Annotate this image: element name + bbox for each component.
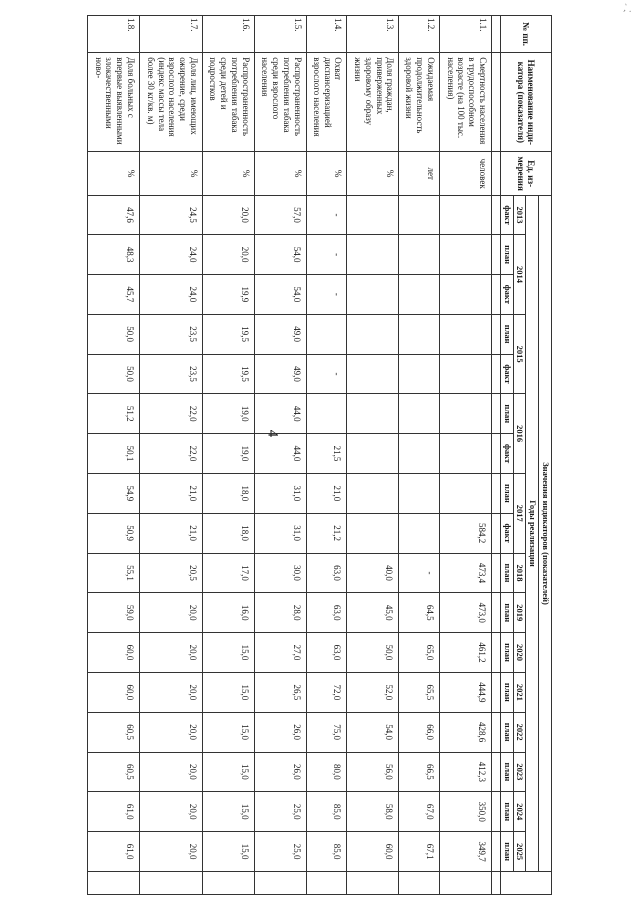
value-cell: 19,5 (203, 314, 255, 354)
page-number: 4 (264, 429, 281, 438)
value-cell: 52,0 (347, 672, 399, 712)
table-row (399, 16, 440, 895)
value-cell: 30,0 (254, 553, 306, 593)
value-cell: 20,0 (139, 832, 202, 872)
value-cell: 23,5 (139, 354, 202, 394)
subheader-plan: план (500, 633, 513, 673)
subheader-plan: план (500, 553, 513, 593)
value-cell (347, 513, 399, 553)
value-cell: 28,0 (254, 593, 306, 633)
value-cell (399, 473, 440, 513)
value-cell: 444,9 (440, 672, 492, 712)
subheader-plan: план (500, 235, 513, 275)
value-cell: 17,0 (203, 553, 255, 593)
value-cell (399, 513, 440, 553)
year-header: 2014 (513, 235, 526, 315)
value-cell: 50,9 (88, 513, 140, 553)
subheader-plan: план (500, 473, 513, 513)
value-cell: 54,9 (88, 473, 140, 513)
value-cell: 473,4 (440, 553, 492, 593)
value-cell: 48,3 (88, 235, 140, 275)
value-cell: 44,0 (254, 394, 306, 434)
spacer-cell (491, 553, 500, 593)
value-cell: 22,0 (139, 394, 202, 434)
value-cell: 54,0 (254, 235, 306, 275)
value-cell: 25,0 (254, 832, 306, 872)
spacer-cell (491, 16, 500, 53)
indicator-name: Ожидаемая продолжительность здоровой жизни (399, 53, 440, 152)
spacer-cell (491, 152, 500, 195)
value-cell: 50,1 (88, 434, 140, 474)
year-header: 2025 (513, 832, 526, 872)
value-cell: 45,0 (347, 593, 399, 633)
unit-cell: % (88, 152, 140, 195)
row-number: 1.6. (203, 16, 255, 53)
value-cell: 21,5 (306, 434, 347, 474)
unit-cell: % (139, 152, 202, 195)
value-cell: 50,0 (88, 314, 140, 354)
indicator-name: Смертность населения в трудоспособном возрасте (на 100 тыс. населения) (440, 53, 492, 152)
subheader-fact: факт (500, 195, 513, 234)
value-cell: 60,5 (88, 752, 140, 792)
year-header: 2015 (513, 314, 526, 394)
value-cell: 44,0 (254, 434, 306, 474)
year-header: 2022 (513, 712, 526, 752)
empty-edge-column (500, 872, 551, 895)
spacer-cell (491, 513, 500, 553)
value-cell: 412,3 (440, 752, 492, 792)
value-cell: - (306, 354, 347, 394)
value-cell: 27,0 (254, 633, 306, 673)
row-number: 1.7. (139, 16, 202, 53)
spacer-cell (491, 473, 500, 513)
indicator-name: Охват диспансеризацией взрослого населения (306, 53, 347, 152)
value-cell (440, 195, 492, 234)
value-cell: 15,0 (203, 752, 255, 792)
value-cell: 24,0 (139, 235, 202, 275)
spacer-cell (491, 53, 500, 152)
year-header: 2020 (513, 633, 526, 673)
subheader-fact: факт (500, 274, 513, 314)
value-cell: 45,7 (88, 274, 140, 314)
value-cell (440, 473, 492, 513)
value-cell (347, 394, 399, 434)
value-cell: 54,0 (347, 712, 399, 752)
value-cell (440, 354, 492, 394)
column-header-number: № пп. (500, 16, 551, 53)
value-cell: 473,0 (440, 593, 492, 633)
value-cell (347, 473, 399, 513)
value-cell: 16,0 (203, 593, 255, 633)
value-cell: 22,0 (139, 434, 202, 474)
spacer-cell (491, 593, 500, 633)
value-cell (440, 314, 492, 354)
edge-cell (139, 872, 202, 895)
value-cell: 26,0 (254, 712, 306, 752)
year-header: 2019 (513, 593, 526, 633)
value-cell: 19,0 (203, 434, 255, 474)
value-cell: - (399, 553, 440, 593)
edge-cell (347, 872, 399, 895)
year-header: 2013 (513, 195, 526, 234)
year-header: 2021 (513, 672, 526, 712)
column-header-name: Наименование инди-катора (показателя) (500, 53, 551, 152)
value-cell (306, 394, 347, 434)
subheader-fact: факт (500, 434, 513, 474)
value-cell: 51,2 (88, 394, 140, 434)
spacer-cell (491, 633, 500, 673)
value-cell (347, 235, 399, 275)
value-cell: 65,0 (399, 633, 440, 673)
value-cell: 67,0 (399, 792, 440, 832)
subheader-plan: план (500, 314, 513, 354)
value-cell: 65,5 (399, 672, 440, 712)
value-cell: 75,0 (306, 712, 347, 752)
value-cell (347, 434, 399, 474)
subheader-fact: факт (500, 513, 513, 553)
value-cell (399, 235, 440, 275)
value-cell (399, 274, 440, 314)
spacer-cell (491, 195, 500, 234)
subheader-plan: план (500, 394, 513, 434)
value-cell: 63,0 (306, 553, 347, 593)
indicator-name: Распространенность потребления табака среди взрослого населения (254, 53, 306, 152)
year-header: 2023 (513, 752, 526, 792)
value-cell: 18,0 (203, 513, 255, 553)
value-cell: 61,0 (88, 832, 140, 872)
value-cell: 15,0 (203, 832, 255, 872)
edge-cell (440, 872, 492, 895)
table-body (88, 16, 501, 895)
unit-cell: лет (399, 152, 440, 195)
unit-cell: человек (440, 152, 492, 195)
value-cell: - (306, 235, 347, 275)
value-cell: - (306, 195, 347, 234)
value-cell: 21,0 (139, 473, 202, 513)
subheader-plan: план (500, 593, 513, 633)
value-cell: 19,9 (203, 274, 255, 314)
value-cell: 20,0 (139, 712, 202, 752)
edge-cell (306, 872, 347, 895)
value-cell (347, 354, 399, 394)
edge-cell (399, 872, 440, 895)
row-number: 1.5. (254, 16, 306, 53)
value-cell: 20,5 (139, 553, 202, 593)
header-row-title (539, 16, 552, 895)
edge-cell (254, 872, 306, 895)
year-header: 2016 (513, 394, 526, 474)
year-header: 2017 (513, 473, 526, 553)
value-cell: 24,0 (139, 274, 202, 314)
value-cell: 350,0 (440, 792, 492, 832)
value-cell: 21,2 (306, 513, 347, 553)
value-cell: 60,0 (88, 672, 140, 712)
spacer-cell (491, 274, 500, 314)
value-cell (347, 195, 399, 234)
value-cell: 60,0 (347, 832, 399, 872)
value-cell: 61,0 (88, 792, 140, 832)
value-cell: 49,0 (254, 354, 306, 394)
value-cell: 349,7 (440, 832, 492, 872)
value-cell: 25,0 (254, 792, 306, 832)
value-cell: 21,0 (306, 473, 347, 513)
table-row (139, 16, 202, 895)
value-cell: 50,0 (347, 633, 399, 673)
value-cell: 67,1 (399, 832, 440, 872)
row-number: 1.2. (399, 16, 440, 53)
value-cell: 20,0 (139, 792, 202, 832)
unit-cell: % (306, 152, 347, 195)
value-cell: 60,5 (88, 712, 140, 752)
spacer-row (491, 16, 500, 895)
table-row (88, 16, 140, 895)
value-cell (440, 274, 492, 314)
row-number: 1.4. (306, 16, 347, 53)
spacer-cell (491, 434, 500, 474)
table-row (440, 16, 492, 895)
row-number: 1.3. (347, 16, 399, 53)
value-cell: 26,5 (254, 672, 306, 712)
rotated-table-container (87, 15, 552, 895)
value-cell: 21,0 (139, 513, 202, 553)
unit-cell: % (203, 152, 255, 195)
spacer-cell (491, 712, 500, 752)
value-cell: 85,0 (306, 792, 347, 832)
column-header-unit: Ед. из-мерения (500, 152, 551, 195)
value-cell: 20,0 (203, 235, 255, 275)
value-cell: 15,0 (203, 672, 255, 712)
value-cell: 66,5 (399, 752, 440, 792)
value-cell: 15,0 (203, 633, 255, 673)
value-cell: 26,0 (254, 752, 306, 792)
table-row (306, 16, 347, 895)
value-cell (440, 434, 492, 474)
value-cell (399, 314, 440, 354)
value-cell: 80,0 (306, 752, 347, 792)
value-cell: 59,0 (88, 593, 140, 633)
subheader-fact: факт (500, 354, 513, 394)
indicator-name: Доля больных с впервые выявленными злокачественными ново- (88, 53, 140, 152)
value-cell: 85,0 (306, 832, 347, 872)
scan-mark: `, · (619, 1, 634, 17)
value-cell: 24,5 (139, 195, 202, 234)
spacer-cell (491, 792, 500, 832)
edge-cell (88, 872, 140, 895)
value-cell: 72,0 (306, 672, 347, 712)
value-cell: 31,0 (254, 473, 306, 513)
value-cell: 20,0 (139, 672, 202, 712)
value-cell: 54,0 (254, 274, 306, 314)
value-cell: 20,0 (139, 752, 202, 792)
value-cell (347, 274, 399, 314)
spacer-cell (491, 752, 500, 792)
value-cell (399, 434, 440, 474)
value-cell: 20,0 (203, 195, 255, 234)
spacer-cell (491, 314, 500, 354)
indicators-table (87, 15, 552, 895)
value-cell: 584,2 (440, 513, 492, 553)
value-cell: 63,0 (306, 633, 347, 673)
value-cell: 55,1 (88, 553, 140, 593)
table-row (203, 16, 255, 895)
spacer-cell (491, 872, 500, 895)
value-cell: 57,0 (254, 195, 306, 234)
table-title: Значения индикаторов (показателей) (539, 195, 552, 871)
value-cell: 66,0 (399, 712, 440, 752)
subheader-plan: план (500, 672, 513, 712)
value-cell: 428,6 (440, 712, 492, 752)
year-header: 2024 (513, 792, 526, 832)
value-cell: 64,5 (399, 593, 440, 633)
value-cell: 461,2 (440, 633, 492, 673)
indicator-name: Распространенность потребления табака среди детей и подростков (203, 53, 255, 152)
value-cell: 50,0 (88, 354, 140, 394)
spacer-cell (491, 832, 500, 872)
value-cell: 20,0 (139, 593, 202, 633)
edge-cell (203, 872, 255, 895)
year-header: 2018 (513, 553, 526, 593)
value-cell: 60,0 (88, 633, 140, 673)
spacer-cell (491, 394, 500, 434)
value-cell: 47,6 (88, 195, 140, 234)
value-cell: 23,5 (139, 314, 202, 354)
value-cell (399, 195, 440, 234)
value-cell (440, 235, 492, 275)
value-cell (306, 314, 347, 354)
value-cell: 63,0 (306, 593, 347, 633)
subheader-plan: план (500, 832, 513, 872)
value-cell (399, 354, 440, 394)
value-cell: 40,0 (347, 553, 399, 593)
unit-cell: % (254, 152, 306, 195)
table-row (347, 16, 399, 895)
value-cell: 15,0 (203, 792, 255, 832)
spacer-cell (491, 354, 500, 394)
value-cell: 20,0 (139, 633, 202, 673)
value-cell (399, 394, 440, 434)
value-cell: 18,0 (203, 473, 255, 513)
spacer-cell (491, 672, 500, 712)
subheader-plan: план (500, 752, 513, 792)
value-cell: 58,0 (347, 792, 399, 832)
row-number: 1.8. (88, 16, 140, 53)
table-row (254, 16, 306, 895)
value-cell: 19,0 (203, 394, 255, 434)
value-cell: - (306, 274, 347, 314)
subheader-plan: план (500, 712, 513, 752)
spacer-cell (491, 235, 500, 275)
row-number: 1.1. (440, 16, 492, 53)
value-cell (440, 394, 492, 434)
table-subtitle: Годы реализации (526, 195, 539, 871)
value-cell (347, 314, 399, 354)
value-cell: 15,0 (203, 712, 255, 752)
value-cell: 19,5 (203, 354, 255, 394)
value-cell: 31,0 (254, 513, 306, 553)
value-cell: 49,0 (254, 314, 306, 354)
indicator-name: Доля граждан, приверженных здоровому образу жизни (347, 53, 399, 152)
unit-cell: % (347, 152, 399, 195)
indicator-name: Доля лиц, имеющих ожирение, среди взрослого населения (индекс массы тела более 30 кг/кв. м) (139, 53, 202, 152)
value-cell: 56,0 (347, 752, 399, 792)
subheader-plan: план (500, 792, 513, 832)
